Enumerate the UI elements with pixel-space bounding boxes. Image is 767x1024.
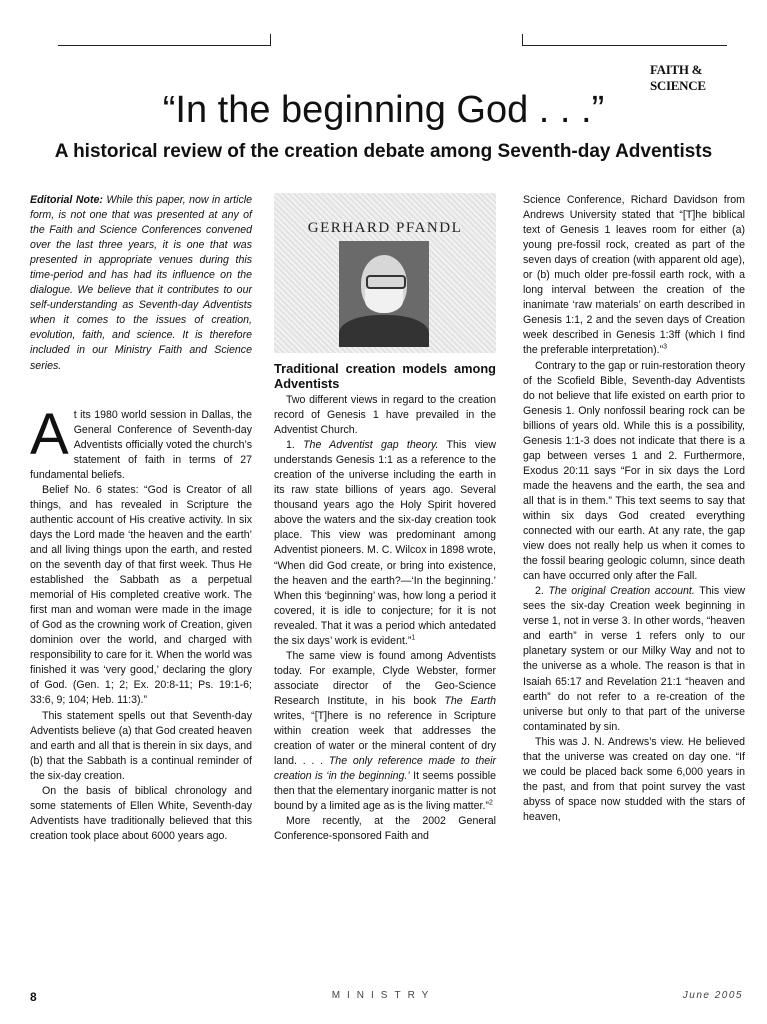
chronology-paragraph: On the basis of biblical chronology and some statements of Ellen White, Seventh-day Adventists have traditionally believed that this creation took place about 6000 years ago. [30,784,252,842]
header-rule-left [58,45,270,46]
webster-text-a: The same view is found among Adventists today. For example, Clyde Webster, former associate director of the Geo-Science Research Institute, in his book [274,649,496,707]
column-3 [523,193,745,825]
page-number: 8 [30,990,37,1004]
article-subtitle: A historical review of the creation debate among Seventh-day Adventists [54,141,713,162]
webster-book-title: The Earth [444,694,496,707]
davidson-text: Science Conference, Richard Davidson from Andrews University stated that “[T]he biblical text of Genesis 1 leaves room for either (a) young pre-fossil rock, created as part of the seven days of creation (with apparent old age), or (b) much older pre-fossil earth rock, with a long interval between the creation of the inanimate ‘raw materials’ on earth described in Genesis 1:1, 2 and the seven days of Creation week described in Genesis 1:3ff (which I find the preferable interpretation).” [523,194,745,357]
original-creation-text: This view sees the six-day Creation week beginning in verse 1, not in verse 3. In other words, “heaven and earth” in verse 1 refers only to our planetary system or our Milky Way and not to the universe as a whole. The reason is that in Isaiah 65:17 and Revelation 21:1 “heaven and earth” do not refer to a re-creation of the universe but only to that part of the universe contaminated by sin. [523,585,746,733]
webster-paragraph [274,649,496,815]
gap-theory-paragraph [274,438,496,649]
scofield-paragraph: Contrary to the gap or ruin-restoration theory of the Scofield Bible, Seventh-day Adventists do not believe that life existed on earth prior to Genesis 1. Only nonfossil bearing rock can be billions of years old. While this is a possibility, Genesis 1:1-3 does not indicate that there is a gap between verses 1 and 2. Furthermore, Exodus 20:11 says “For in six days the Lord made the heavens and the earth, the sea and all that is in them.” This text seems to say that within six days God created everything connected with our earth. At any rate, the gap view does not really help us when it comes to the fossil bearing geologic column, since death can have occurred only after the Fall. [523,359,745,583]
article-title: “In the beginning God . . .” [162,89,605,131]
section-heading: Traditional creation models among Adventists [274,361,496,391]
column-1 [30,193,252,844]
belief-six-paragraph: Belief No. 6 states: “God is Creator of all things, and has revealed in Scripture the authentic account of His creative activity. In six days the Lord made ‘the heaven and the earth’ and all living things upon the earth, and rested on the seventh day of that first week. Thus He established the Sabbath as a perpetual memorial of His completed creative work. The first man and woman were made in the image of God as the crowning work of Creation, given dominion over the world, and charged with responsibility to care for it. When the world was finished it was ‘very good,’ declaring the glory of God. (Gen. 1; 2; Ex. 20:8-11; Ps. 19:1-6; 33:6, 9; 104; Heb. 11:3).” [30,483,252,707]
original-creation-label: The original Creation account. [548,585,695,598]
footnote-ref-3: 3 [663,343,668,351]
gap-theory-number: 1. [286,439,304,452]
webster-text-b: writes, “[T]here is no reference in Scripture within creation week that addresses the creation of water or the mineral content of dry land. . . . [274,709,496,768]
original-creation-paragraph [523,584,745,734]
editorial-note-text: While this paper, now in article form, is not one that was presented at any of the Faith and Science Conferences convened over the last three years, it is one that was presented in appropriate venues during this time-period and has had its influence on the dialogue. We believe that it contributes to our self-understanding as Seventh-day Adventists when it comes to the issues of creation, evolution, faith, and science. It is therefore included in our Ministry Faith and Science series. [30,194,252,372]
issue-date: June 2005 [682,990,743,1001]
intro-paragraph [30,401,252,483]
statement-paragraph: This statement spells out that Seventh-day Adventists believe (a) that God created heaven and earth and all that is therein in six days, and (b) that the Sabbath is a continual reminder of the six-day creation. [30,709,252,782]
author-box [274,193,496,353]
gap-theory-text: This view understands Genesis 1:1 as a reference to the creation of the universe including the earth in its raw state billions of years ago. Several thousand years ago the Holy Spirit hovered above the waters and the six-day creation took place. This view was predominant among Adventist pioneers. M. C. Wilcox in 1898 wrote, “When did God create, or bring into existence, the heaven and the earth?—‘In the beginning.’ When this ‘beginning’ was, how long a period it covered, it is idle to conjecture; for it is not revealed. That it was a period which antedated the six days’ work is evident.” [274,439,497,647]
conference-paragraph: More recently, at the 2002 General Conference-sponsored Faith and [274,815,496,843]
author-photo-beard [365,289,403,313]
webster-italic-quote: The only reference made to their creation is ‘in the beginning.’ [274,755,496,783]
webster-text-c: It seems possible then that the elementary inorganic matter is not bound by a limited age as is the living matter.” [274,770,496,813]
footnote-ref-2: 2 [488,799,493,807]
magazine-name: MINISTRY [331,990,436,1001]
davidson-paragraph [523,193,745,359]
author-photo [339,241,429,347]
page-footer [0,990,767,1008]
drop-cap: A [30,401,69,467]
andrews-paragraph: This was J. N. Andrews’s view. He believed that the universe was created on day one. “If we could be placed back some 6,000 years in the past, and from that point survey the vast abyss of space now studded with the stars of heaven, [523,735,745,823]
header-rule-right-tick [522,34,523,46]
author-photo-shoulders [339,315,429,347]
author-photo-glasses [366,275,406,289]
editorial-note [30,193,252,374]
editorial-note-label: Editorial Note: [30,194,103,206]
footnote-ref-1: 1 [411,634,416,642]
header-rule-left-tick [270,34,271,46]
column-2 [274,193,496,844]
faith-science-logo [650,62,742,93]
author-name: GERHARD PFANDL [307,220,463,236]
header-rule-right [522,45,727,46]
original-creation-number: 2. [535,585,549,598]
intro-paragraph-text: t its 1980 world session in Dallas, the General Conference of Seventh-day Adventists officially voted the church’s statement of faith in terms of 27 fundamental beliefs. [30,408,252,481]
gap-theory-label: The Adventist gap theory. [303,439,439,452]
models-intro-paragraph: Two different views in regard to the creation record of Genesis 1 have prevailed in the Adventist Church. [274,394,496,437]
faith-science-logo-text: FAITH & SCIENCE [650,62,706,93]
